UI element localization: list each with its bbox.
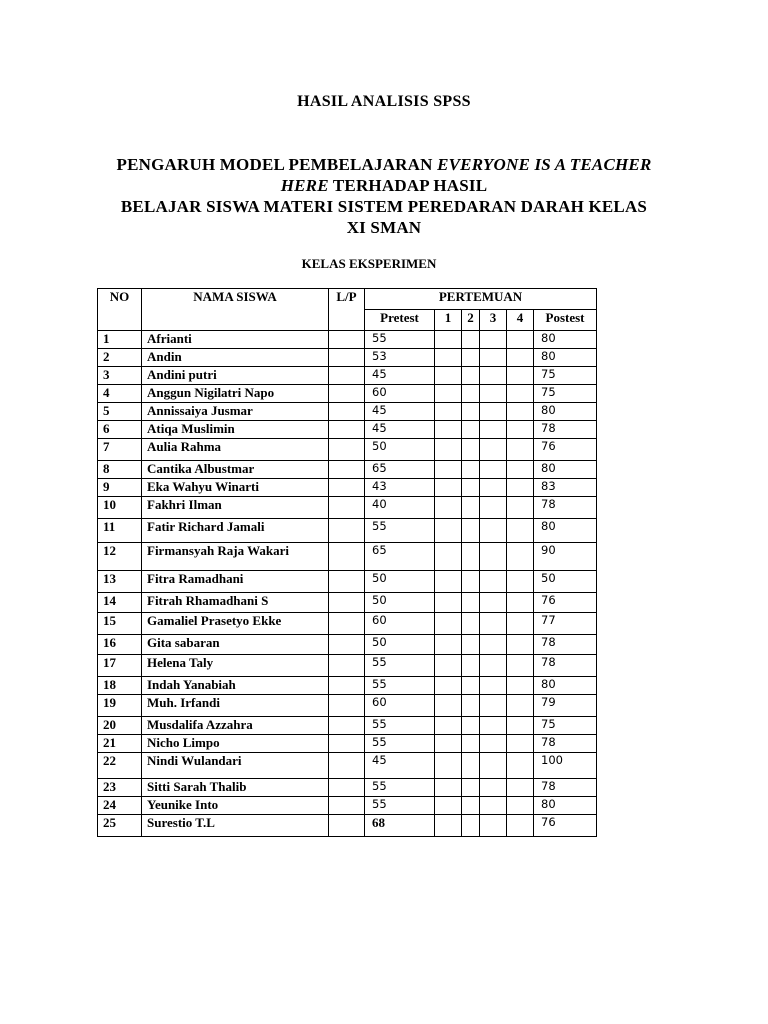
row-number: 7 bbox=[98, 439, 142, 461]
pretest-score: 55 bbox=[365, 655, 435, 677]
pertemuan-1-cell bbox=[435, 403, 462, 421]
pretest-score: 55 bbox=[365, 717, 435, 735]
pretest-score: 55 bbox=[365, 331, 435, 349]
row-number: 15 bbox=[98, 613, 142, 635]
pertemuan-3-cell bbox=[480, 593, 507, 613]
postest-score: 80 bbox=[534, 349, 597, 367]
row-number: 1 bbox=[98, 331, 142, 349]
table-row bbox=[98, 543, 597, 571]
pretest-score: 65 bbox=[365, 461, 435, 479]
student-score-table bbox=[97, 288, 597, 837]
pertemuan-2-cell bbox=[462, 717, 480, 735]
student-name: Yeunike Into bbox=[142, 797, 329, 815]
student-name: Annissaiya Jusmar bbox=[142, 403, 329, 421]
lp-cell bbox=[329, 479, 365, 497]
pretest-score: 45 bbox=[365, 367, 435, 385]
student-name: Nicho Limpo bbox=[142, 735, 329, 753]
header-pertemuan-1: 1 bbox=[435, 310, 462, 331]
header-pertemuan-4: 4 bbox=[507, 310, 534, 331]
table-row bbox=[98, 717, 597, 735]
lp-cell bbox=[329, 367, 365, 385]
pertemuan-3-cell bbox=[480, 815, 507, 837]
postest-score: 90 bbox=[534, 543, 597, 571]
subtitle-line-2 bbox=[80, 175, 688, 196]
row-number: 20 bbox=[98, 717, 142, 735]
pertemuan-4-cell bbox=[507, 717, 534, 735]
pertemuan-3-cell bbox=[480, 349, 507, 367]
pretest-score: 53 bbox=[365, 349, 435, 367]
lp-cell bbox=[329, 635, 365, 655]
lp-cell bbox=[329, 735, 365, 753]
pertemuan-3-cell bbox=[480, 735, 507, 753]
pertemuan-3-cell bbox=[480, 635, 507, 655]
lp-cell bbox=[329, 613, 365, 635]
postest-score: 80 bbox=[534, 331, 597, 349]
postest-score: 75 bbox=[534, 367, 597, 385]
pertemuan-1-cell bbox=[435, 385, 462, 403]
student-name: Nindi Wulandari bbox=[142, 753, 329, 779]
pertemuan-2-cell bbox=[462, 613, 480, 635]
student-name: Atiqa Muslimin bbox=[142, 421, 329, 439]
pertemuan-4-cell bbox=[507, 497, 534, 519]
table-row bbox=[98, 695, 597, 717]
pertemuan-4-cell bbox=[507, 367, 534, 385]
pretest-score: 55 bbox=[365, 735, 435, 753]
header-pertemuan-2: 2 bbox=[462, 310, 480, 331]
row-number: 17 bbox=[98, 655, 142, 677]
pretest-score: 60 bbox=[365, 695, 435, 717]
postest-score: 77 bbox=[534, 613, 597, 635]
pertemuan-2-cell bbox=[462, 655, 480, 677]
header-pertemuan-3: 3 bbox=[480, 310, 507, 331]
pertemuan-2-cell bbox=[462, 403, 480, 421]
pertemuan-1-cell bbox=[435, 349, 462, 367]
pertemuan-3-cell bbox=[480, 695, 507, 717]
lp-cell bbox=[329, 593, 365, 613]
lp-cell bbox=[329, 695, 365, 717]
pertemuan-3-cell bbox=[480, 543, 507, 571]
pertemuan-1-cell bbox=[435, 779, 462, 797]
postest-score: 78 bbox=[534, 655, 597, 677]
postest-score: 78 bbox=[534, 779, 597, 797]
pretest-score: 45 bbox=[365, 421, 435, 439]
lp-cell bbox=[329, 439, 365, 461]
pertemuan-2-cell bbox=[462, 439, 480, 461]
pretest-score: 60 bbox=[365, 385, 435, 403]
pertemuan-3-cell bbox=[480, 519, 507, 543]
pertemuan-1-cell bbox=[435, 367, 462, 385]
document-subtitle bbox=[80, 154, 688, 238]
header-pertemuan: PERTEMUAN bbox=[365, 289, 597, 310]
lp-cell bbox=[329, 815, 365, 837]
table-row bbox=[98, 403, 597, 421]
pertemuan-1-cell bbox=[435, 717, 462, 735]
table-row bbox=[98, 519, 597, 543]
pretest-score: 50 bbox=[365, 571, 435, 593]
lp-cell bbox=[329, 349, 365, 367]
postest-score: 80 bbox=[534, 461, 597, 479]
student-name: Firmansyah Raja Wakari bbox=[142, 543, 329, 571]
student-name: Indah Yanabiah bbox=[142, 677, 329, 695]
pretest-score: 55 bbox=[365, 519, 435, 543]
pertemuan-1-cell bbox=[435, 695, 462, 717]
row-number: 22 bbox=[98, 753, 142, 779]
pretest-score: 45 bbox=[365, 753, 435, 779]
postest-score: 50 bbox=[534, 571, 597, 593]
pertemuan-3-cell bbox=[480, 717, 507, 735]
pertemuan-3-cell bbox=[480, 779, 507, 797]
pertemuan-1-cell bbox=[435, 797, 462, 815]
pertemuan-4-cell bbox=[507, 677, 534, 695]
postest-score: 79 bbox=[534, 695, 597, 717]
pretest-score: 43 bbox=[365, 479, 435, 497]
table-row bbox=[98, 479, 597, 497]
pertemuan-2-cell bbox=[462, 519, 480, 543]
pertemuan-3-cell bbox=[480, 571, 507, 593]
pertemuan-2-cell bbox=[462, 797, 480, 815]
table-row bbox=[98, 815, 597, 837]
table-row bbox=[98, 497, 597, 519]
pertemuan-1-cell bbox=[435, 613, 462, 635]
pertemuan-4-cell bbox=[507, 519, 534, 543]
pertemuan-4-cell bbox=[507, 543, 534, 571]
student-name: Musdalifa Azzahra bbox=[142, 717, 329, 735]
postest-score: 78 bbox=[534, 635, 597, 655]
table-row bbox=[98, 735, 597, 753]
table-row bbox=[98, 655, 597, 677]
pertemuan-4-cell bbox=[507, 421, 534, 439]
pertemuan-4-cell bbox=[507, 439, 534, 461]
pertemuan-1-cell bbox=[435, 461, 462, 479]
row-number: 6 bbox=[98, 421, 142, 439]
row-number: 5 bbox=[98, 403, 142, 421]
pertemuan-3-cell bbox=[480, 479, 507, 497]
postest-score: 75 bbox=[534, 717, 597, 735]
lp-cell bbox=[329, 543, 365, 571]
row-number: 3 bbox=[98, 367, 142, 385]
subtitle-line-2-text: TERHADAP HASIL bbox=[328, 176, 488, 195]
lp-cell bbox=[329, 497, 365, 519]
lp-cell bbox=[329, 677, 365, 695]
student-name: Surestio T.L bbox=[142, 815, 329, 837]
pertemuan-1-cell bbox=[435, 655, 462, 677]
pertemuan-2-cell bbox=[462, 385, 480, 403]
pretest-score: 55 bbox=[365, 797, 435, 815]
student-name: Fatir Richard Jamali bbox=[142, 519, 329, 543]
student-name: Fakhri Ilman bbox=[142, 497, 329, 519]
document-title: HASIL ANALISIS SPSS bbox=[297, 93, 471, 110]
postest-score: 83 bbox=[534, 479, 597, 497]
pertemuan-4-cell bbox=[507, 635, 534, 655]
row-number: 2 bbox=[98, 349, 142, 367]
pertemuan-3-cell bbox=[480, 403, 507, 421]
student-name: Cantika Albustmar bbox=[142, 461, 329, 479]
row-number: 9 bbox=[98, 479, 142, 497]
lp-cell bbox=[329, 403, 365, 421]
pertemuan-4-cell bbox=[507, 753, 534, 779]
pertemuan-4-cell bbox=[507, 797, 534, 815]
table-row bbox=[98, 753, 597, 779]
subtitle-line-1 bbox=[80, 154, 688, 175]
pertemuan-2-cell bbox=[462, 543, 480, 571]
student-name: Afrianti bbox=[142, 331, 329, 349]
pertemuan-4-cell bbox=[507, 613, 534, 635]
row-number: 11 bbox=[98, 519, 142, 543]
lp-cell bbox=[329, 385, 365, 403]
student-name: Andini putri bbox=[142, 367, 329, 385]
pertemuan-1-cell bbox=[435, 735, 462, 753]
pertemuan-2-cell bbox=[462, 497, 480, 519]
pertemuan-4-cell bbox=[507, 735, 534, 753]
row-number: 8 bbox=[98, 461, 142, 479]
row-number: 10 bbox=[98, 497, 142, 519]
student-name: Fitrah Rhamadhani S bbox=[142, 593, 329, 613]
pertemuan-1-cell bbox=[435, 571, 462, 593]
subtitle-line-2-italic: HERE bbox=[280, 176, 329, 195]
pertemuan-3-cell bbox=[480, 613, 507, 635]
pertemuan-2-cell bbox=[462, 779, 480, 797]
subtitle-line-3: BELAJAR SISWA MATERI SISTEM PEREDARAN DARAH KELAS bbox=[120, 197, 648, 216]
postest-score: 80 bbox=[534, 677, 597, 695]
header-pretest: Pretest bbox=[365, 310, 435, 331]
pertemuan-1-cell bbox=[435, 815, 462, 837]
pertemuan-1-cell bbox=[435, 593, 462, 613]
pertemuan-1-cell bbox=[435, 439, 462, 461]
pertemuan-3-cell bbox=[480, 677, 507, 695]
lp-cell bbox=[329, 571, 365, 593]
pertemuan-2-cell bbox=[462, 677, 480, 695]
lp-cell bbox=[329, 779, 365, 797]
student-name: Sitti Sarah Thalib bbox=[142, 779, 329, 797]
row-number: 18 bbox=[98, 677, 142, 695]
header-lp: L/P bbox=[329, 289, 365, 331]
postest-score: 78 bbox=[534, 497, 597, 519]
table-row bbox=[98, 571, 597, 593]
student-name: Muh. Irfandi bbox=[142, 695, 329, 717]
table-row bbox=[98, 779, 597, 797]
pertemuan-2-cell bbox=[462, 815, 480, 837]
row-number: 14 bbox=[98, 593, 142, 613]
table-row bbox=[98, 349, 597, 367]
pertemuan-4-cell bbox=[507, 403, 534, 421]
pertemuan-2-cell bbox=[462, 421, 480, 439]
postest-score: 78 bbox=[534, 735, 597, 753]
pretest-score: 50 bbox=[365, 635, 435, 655]
row-number: 21 bbox=[98, 735, 142, 753]
postest-score: 76 bbox=[534, 593, 597, 613]
student-name: Fitra Ramadhani bbox=[142, 571, 329, 593]
student-name: Anggun Nigilatri Napo bbox=[142, 385, 329, 403]
header-nama-siswa: NAMA SISWA bbox=[142, 289, 329, 331]
row-number: 4 bbox=[98, 385, 142, 403]
pertemuan-4-cell bbox=[507, 815, 534, 837]
pertemuan-4-cell bbox=[507, 593, 534, 613]
lp-cell bbox=[329, 797, 365, 815]
table-row bbox=[98, 385, 597, 403]
pertemuan-2-cell bbox=[462, 479, 480, 497]
section-label: KELAS EKSPERIMEN bbox=[301, 256, 437, 271]
student-name: Gita sabaran bbox=[142, 635, 329, 655]
pertemuan-1-cell bbox=[435, 331, 462, 349]
pretest-score: 40 bbox=[365, 497, 435, 519]
pertemuan-4-cell bbox=[507, 779, 534, 797]
lp-cell bbox=[329, 753, 365, 779]
pretest-score: 65 bbox=[365, 543, 435, 571]
pertemuan-3-cell bbox=[480, 753, 507, 779]
student-name: Aulia Rahma bbox=[142, 439, 329, 461]
table-row bbox=[98, 593, 597, 613]
row-number: 25 bbox=[98, 815, 142, 837]
subtitle-line-1-text: PENGARUH MODEL PEMBELAJARAN bbox=[116, 155, 438, 174]
student-name: Andin bbox=[142, 349, 329, 367]
postest-score: 76 bbox=[534, 815, 597, 837]
pretest-score: 50 bbox=[365, 593, 435, 613]
row-number: 13 bbox=[98, 571, 142, 593]
pertemuan-1-cell bbox=[435, 635, 462, 655]
table-row bbox=[98, 635, 597, 655]
pertemuan-1-cell bbox=[435, 421, 462, 439]
row-number: 16 bbox=[98, 635, 142, 655]
pretest-score: 55 bbox=[365, 677, 435, 695]
pertemuan-1-cell bbox=[435, 753, 462, 779]
lp-cell bbox=[329, 421, 365, 439]
pertemuan-2-cell bbox=[462, 635, 480, 655]
pertemuan-3-cell bbox=[480, 655, 507, 677]
postest-score: 80 bbox=[534, 403, 597, 421]
pertemuan-4-cell bbox=[507, 461, 534, 479]
student-name: Gamaliel Prasetyo Ekke bbox=[142, 613, 329, 635]
row-number: 19 bbox=[98, 695, 142, 717]
pertemuan-2-cell bbox=[462, 695, 480, 717]
row-number: 23 bbox=[98, 779, 142, 797]
pretest-score: 55 bbox=[365, 779, 435, 797]
pertemuan-3-cell bbox=[480, 367, 507, 385]
pertemuan-4-cell bbox=[507, 331, 534, 349]
pretest-score: 60 bbox=[365, 613, 435, 635]
row-number: 24 bbox=[98, 797, 142, 815]
table-row bbox=[98, 331, 597, 349]
pertemuan-4-cell bbox=[507, 695, 534, 717]
pertemuan-3-cell bbox=[480, 797, 507, 815]
lp-cell bbox=[329, 655, 365, 677]
table-row bbox=[98, 461, 597, 479]
table-row bbox=[98, 421, 597, 439]
pertemuan-2-cell bbox=[462, 735, 480, 753]
pertemuan-3-cell bbox=[480, 461, 507, 479]
postest-score: 100 bbox=[534, 753, 597, 779]
table-row bbox=[98, 677, 597, 695]
table-body bbox=[98, 331, 597, 837]
pertemuan-1-cell bbox=[435, 677, 462, 695]
table-row bbox=[98, 367, 597, 385]
postest-score: 80 bbox=[534, 519, 597, 543]
pertemuan-1-cell bbox=[435, 543, 462, 571]
pertemuan-4-cell bbox=[507, 349, 534, 367]
header-postest: Postest bbox=[534, 310, 597, 331]
lp-cell bbox=[329, 461, 365, 479]
pertemuan-3-cell bbox=[480, 421, 507, 439]
pertemuan-3-cell bbox=[480, 439, 507, 461]
table-row bbox=[98, 797, 597, 815]
pertemuan-2-cell bbox=[462, 461, 480, 479]
postest-score: 76 bbox=[534, 439, 597, 461]
table-row bbox=[98, 613, 597, 635]
pertemuan-2-cell bbox=[462, 753, 480, 779]
student-name: Helena Taly bbox=[142, 655, 329, 677]
pertemuan-4-cell bbox=[507, 479, 534, 497]
pertemuan-2-cell bbox=[462, 571, 480, 593]
postest-score: 80 bbox=[534, 797, 597, 815]
pertemuan-4-cell bbox=[507, 571, 534, 593]
table-row bbox=[98, 439, 597, 461]
pertemuan-2-cell bbox=[462, 593, 480, 613]
lp-cell bbox=[329, 331, 365, 349]
pertemuan-1-cell bbox=[435, 479, 462, 497]
row-number: 12 bbox=[98, 543, 142, 571]
pertemuan-3-cell bbox=[480, 385, 507, 403]
pertemuan-2-cell bbox=[462, 331, 480, 349]
lp-cell bbox=[329, 717, 365, 735]
pretest-score: 45 bbox=[365, 403, 435, 421]
pertemuan-3-cell bbox=[480, 497, 507, 519]
pretest-score: 68 bbox=[365, 815, 435, 837]
subtitle-line-1-italic: EVERYONE IS A TEACHER bbox=[437, 155, 652, 174]
pertemuan-3-cell bbox=[480, 331, 507, 349]
pertemuan-4-cell bbox=[507, 385, 534, 403]
pertemuan-2-cell bbox=[462, 367, 480, 385]
postest-score: 75 bbox=[534, 385, 597, 403]
pertemuan-1-cell bbox=[435, 497, 462, 519]
student-name: Eka Wahyu Winarti bbox=[142, 479, 329, 497]
postest-score: 78 bbox=[534, 421, 597, 439]
header-no: NO bbox=[98, 289, 142, 331]
pertemuan-1-cell bbox=[435, 519, 462, 543]
lp-cell bbox=[329, 519, 365, 543]
pretest-score: 50 bbox=[365, 439, 435, 461]
pertemuan-2-cell bbox=[462, 349, 480, 367]
subtitle-line-4: XI SMAN bbox=[346, 218, 422, 237]
pertemuan-4-cell bbox=[507, 655, 534, 677]
